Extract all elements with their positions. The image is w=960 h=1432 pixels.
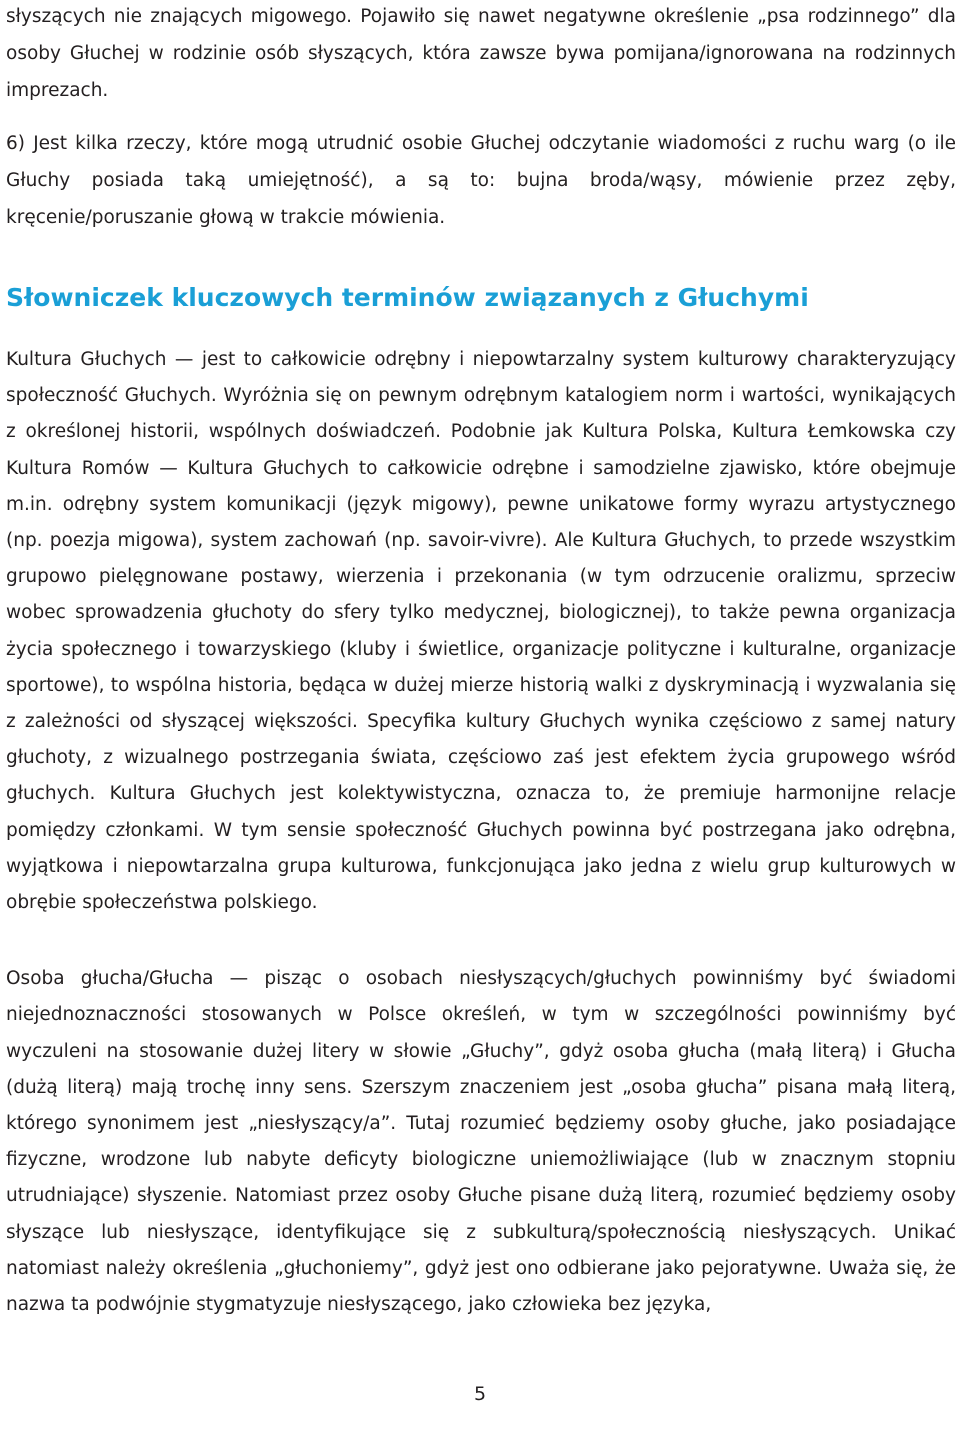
document-page [6, 0, 956, 1323]
glossary-heading: Słowniczek kluczowych terminów związanych z Głuchymi [6, 283, 809, 312]
continued-paragraph: słyszących nie znających migowego. Pojawiło się nawet negatywne określenie „psa rodzinnego” dla osoby Głuchej w rodzinie osób słyszących, która zawsze bywa pomijana/ignorowana na rodzinnych imprezach. [6, 6, 956, 101]
deaf-culture-definition: Kultura Głuchych — jest to całkowicie odrębny i niepowtarzalny system kulturowy charakteryzujący społeczność Głuchych. Wyróżnia się on pewnym odrębnym katalogiem norm i wartości, wynikających z określonej historii, wspólnych doświadczeń. Podobnie jak Kultura Polska, Kultura Łemkowska czy Kultura Romów — Kultura Głuchych to całkowicie odrębne i samodzielne zjawisko, które obejmuje m.in. odrębny system komunikacji (język migowy), pewne unikatowe formy wyrazu artystycznego (np. poezja migowa), system zachowań (np. savoir-vivre). Ale Kultura Głuchych, to przede wszystkim grupowo pielęgnowane postawy, wierzenia i przekonania (w tym odrzucenie oralizmu, sprzeciw wobec sprowadzenia głuchoty do sfery tylko medycznej, biologicznej), to także pewna organizacja życia społecznego i towarzyskiego (kluby i świetlice, organizacje polityczne i kulturalne, organizacje sportowe), to wspólna historia, będąca w dużej mierze historią walki z dyskryminacją i wyzwalania się z zależności od słyszącej większości. Specyfika kultury Głuchych wynika częściowo z samej natury głuchoty, z wizualnego postrzegania świata, częściowo zaś jest efektem życia grupowego wśród głuchych. Kultura Głuchych jest kolektywistyczna, oznacza to, że premiuje harmonijne relacje pomiędzy członkami. W tym sensie społeczność Głuchych powinna być postrzegana jako odrębna, wyjątkowa i niepowtarzalna grupa kulturowa, funkcjonująca jako jedna z wielu grup kulturowych w obrębie społeczeństwa polskiego. [6, 349, 956, 914]
list-item-6: 6) Jest kilka rzeczy, które mogą utrudnić osobie Głuchej odczytanie wiadomości z ruchu warg (o ile Głuchy posiada taką umiejętność), a są to: bujna broda/wąsy, mówienie przez zęby, kręcenie/poruszanie głową w trakcie mówienia. [6, 133, 956, 228]
page-number: 5 [473, 1383, 487, 1405]
deaf-person-definition: Osoba głucha/Głucha — pisząc o osobach niesłyszących/głuchych powinniśmy być świadomi niejednoznaczności stosowanych w Polsce określeń, w tym w szczególności powinniśmy być wyczuleni na stosowanie dużej litery w słowie „Głuchy”, gdyż osoba głucha (małą literą) i Głucha (dużą literą) mają trochę inny sens. Szerszym znaczeniem jest „osoba głucha” pisana małą literą, którego synonimem jest „niesłyszący/a”. Tutaj rozumieć będziemy osoby głuche, jako posiadające fizyczne, wrodzone lub nabyte deficyty biologiczne uniemożliwiające (lub w znacznym stopniu utrudniające) słyszenie. Natomiast przez osoby Głuche pisane dużą literą, rozumieć będziemy osoby słyszące lub niesłyszące, identyfikujące się z subkulturą/społecznością niesłyszących. Unikać natomiast należy określenia „głuchoniemy”, gdyż jest ono odbierane jako pejoratywne. Uważa się, że nazwa ta podwójnie stygmatyzuje niesłyszącego, jako człowieka bez języka, [6, 968, 956, 1316]
